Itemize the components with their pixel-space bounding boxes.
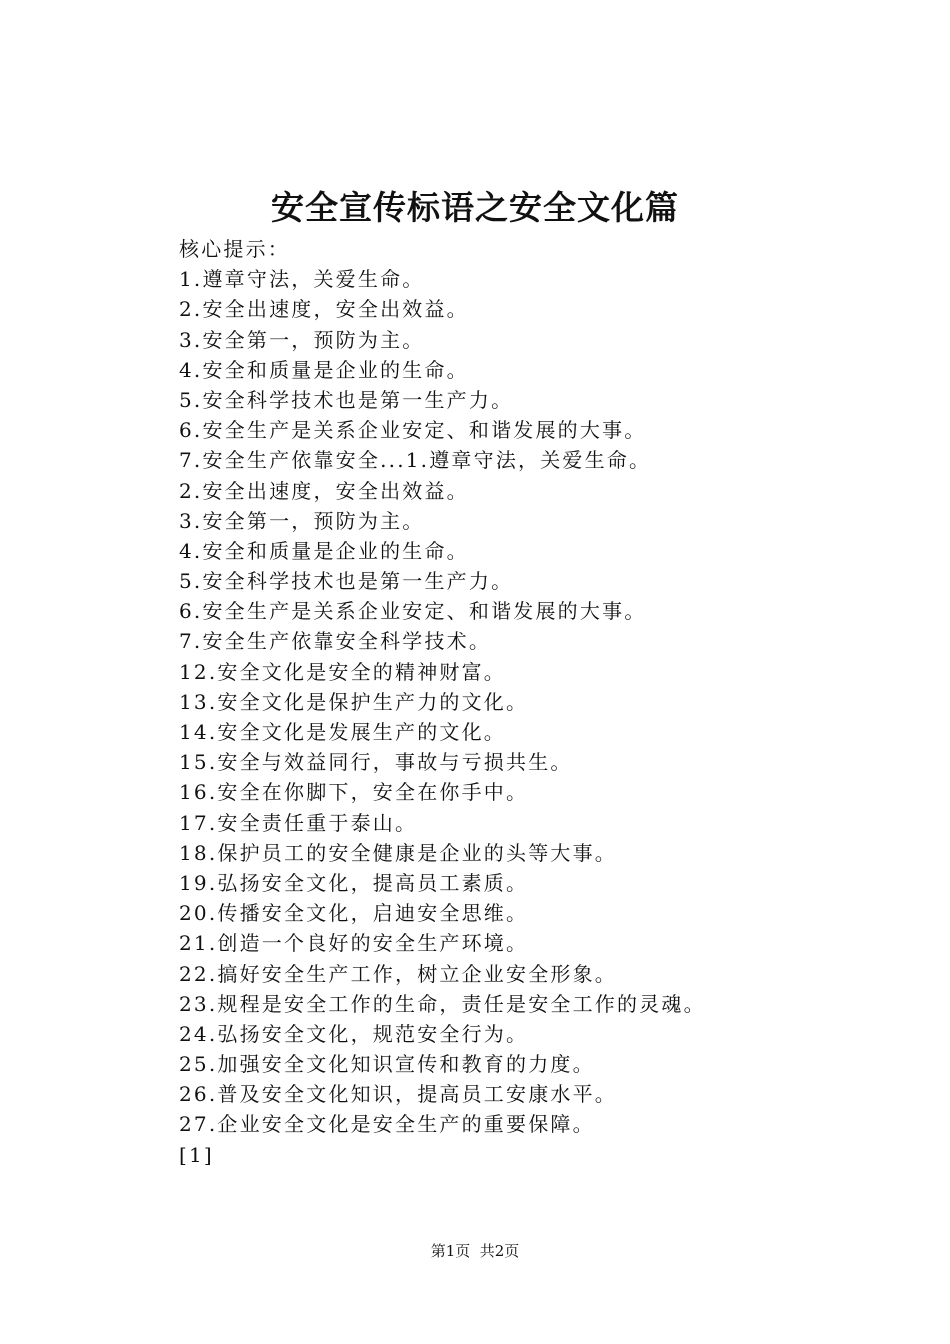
text-line: 18.保护员工的安全健康是企业的头等大事。 [179,840,618,865]
page-number-footer: 第1页 共2页 [430,1242,520,1260]
text-line: 17.安全责任重于泰山。 [179,810,418,835]
text-line: 13.安全文化是保护生产力的文化。 [179,689,529,714]
text-line: 3.安全第一，预防为主。 [179,327,425,352]
text-line: 15.安全与效益同行，事故与亏损共生。 [179,750,573,775]
text-line: 21.创造一个良好的安全生产环境。 [179,931,529,956]
document-title: 安全宣传标语之安全文化篇 [271,188,679,227]
text-line: [1] [179,1142,214,1167]
text-line: 26.普及安全文化知识，提高员工安康水平。 [179,1082,618,1107]
text-line: 22.搞好安全生产工作，树立企业安全形象。 [179,961,618,986]
text-line: 2.安全出速度，安全出效益。 [179,478,469,503]
text-line: 25.加强安全文化知识宣传和教育的力度。 [179,1052,595,1077]
text-line: 23.规程是安全工作的生命，责任是安全工作的灵魂。 [179,991,706,1016]
text-line: 5.安全科学技术也是第一生产力。 [179,387,514,412]
text-line: 4.安全和质量是企业的生命。 [179,357,469,382]
text-line: 6.安全生产是关系企业安定、和谐发展的大事。 [179,599,647,624]
text-line: 6.安全生产是关系企业安定、和谐发展的大事。 [179,418,647,443]
text-line: 24.弘扬安全文化，规范安全行为。 [179,1021,529,1046]
text-line: 5.安全科学技术也是第一生产力。 [179,569,514,594]
text-line: 7.安全生产依靠安全...1.遵章守法，关爱生命。 [179,448,652,473]
text-line: 12.安全文化是安全的精神财富。 [179,659,507,684]
text-line: 7.安全生产依靠安全科学技术。 [179,629,492,654]
text-line: 4.安全和质量是企业的生命。 [179,538,469,563]
text-line: 3.安全第一，预防为主。 [179,508,425,533]
text-line: 19.弘扬安全文化，提高员工素质。 [179,870,529,895]
text-line: 2.安全出速度，安全出效益。 [179,297,469,322]
text-line: 14.安全文化是发展生产的文化。 [179,720,507,744]
text-line: 27.企业安全文化是安全生产的重要保障。 [179,1112,595,1137]
text-line: 16.安全在你脚下，安全在你手中。 [179,780,529,805]
text-line: 1.遵章守法，关爱生命。 [179,267,425,292]
document-body [179,234,919,1170]
text-line: 20.传播安全文化，启迪安全思维。 [179,901,529,926]
text-line: 核心提示： [179,237,290,261]
